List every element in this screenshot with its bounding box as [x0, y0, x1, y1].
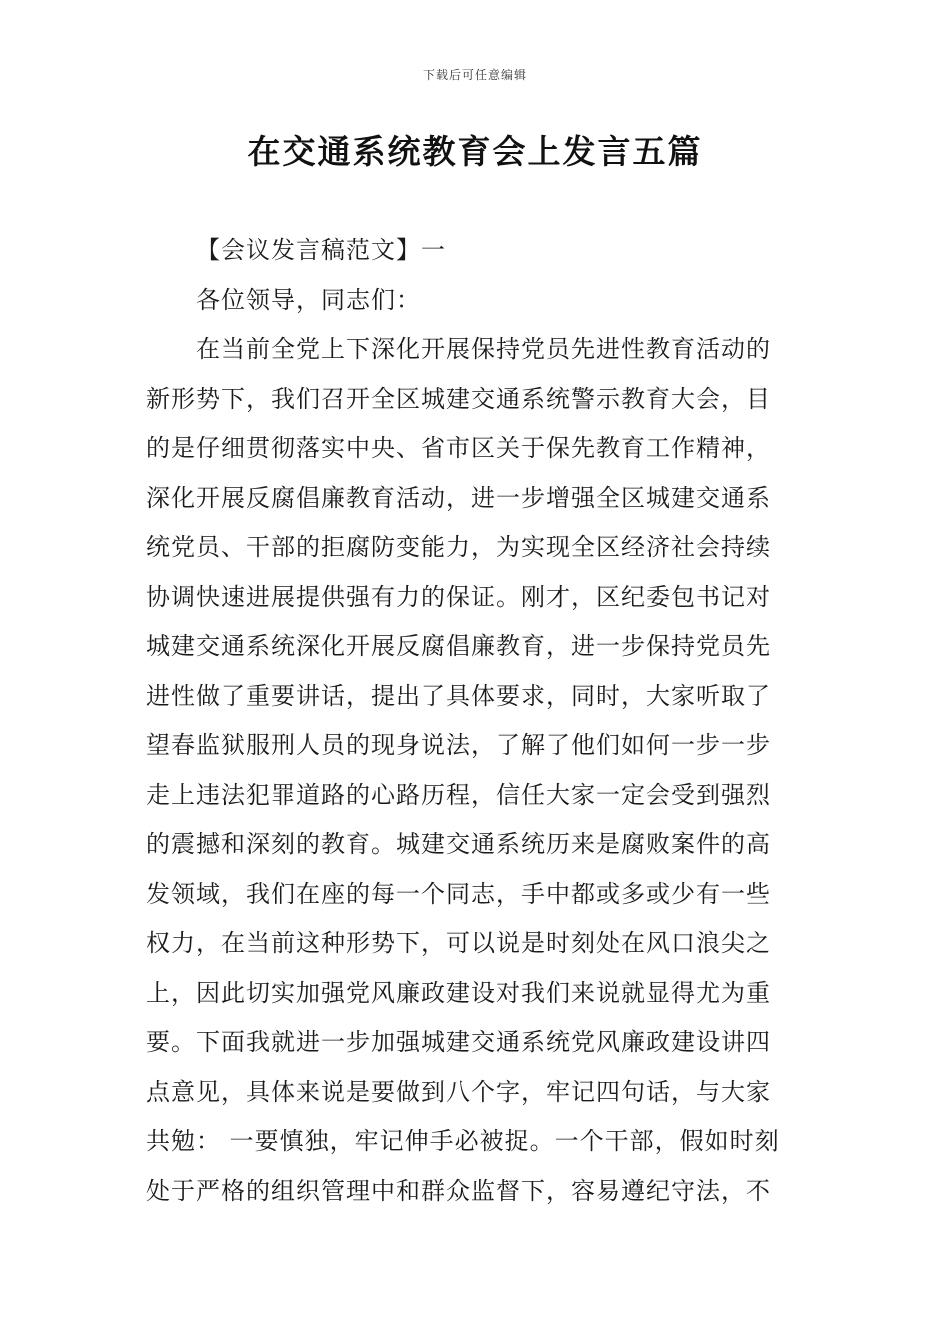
document-title: 在交通系统教育会上发言五篇	[247, 132, 703, 171]
paragraph-line: 进性做了重要讲话，提出了具体要求，同时，大家听取了	[146, 681, 771, 710]
paragraph-line: 的是仔细贯彻落实中央、省市区关于保先教育工作精神，	[146, 434, 771, 462]
salutation: 各位领导，同志们：	[196, 285, 421, 314]
paragraph-line: 走上违法犯罪道路的心路历程，信任大家一定会受到强烈	[146, 780, 771, 809]
paragraph-line: 发领域，我们在座的每一个同志，手中都或多或少有一些	[146, 879, 771, 908]
paragraph-line: 要。下面我就进一步加强城建交通系统党风廉政建设讲四	[146, 1028, 771, 1056]
paragraph-line: 望春监狱服刑人员的现身说法，了解了他们如何一步一步	[146, 731, 771, 759]
paragraph-line: 统党员、干部的拒腐防变能力，为实现全区经济社会持续	[146, 533, 771, 561]
paragraph-line: 在当前全党上下深化开展保持党员先进性教育活动的	[196, 335, 771, 363]
paragraph-line: 协调快速进展提供强有力的保证。刚才，区纪委包书记对	[146, 582, 771, 611]
section-heading: 【会议发言稿范文】一	[196, 236, 446, 264]
paragraph-line: 新形势下，我们召开全区城建交通系统警示教育大会，目	[146, 384, 771, 413]
paragraph-line: 深化开展反腐倡廉教育活动，进一步增强全区城建交通系	[146, 483, 771, 512]
header-note: 下载后可任意编辑	[422, 68, 527, 82]
document-body	[146, 226, 806, 1216]
paragraph-line: 点意见，具体来说是要做到八个字，牢记四句话，与大家	[146, 1077, 771, 1106]
paragraph-line: 共勉： 一要慎独，牢记伸手必被捉。一个干部，假如时刻	[146, 1127, 780, 1155]
paragraph-line: 的震撼和深刻的教育。城建交通系统历来是腐败案件的高	[146, 830, 771, 858]
paragraph-line: 上，因此切实加强党风廉政建设对我们来说就显得尤为重	[146, 978, 771, 1007]
paragraph-line: 城建交通系统深化开展反腐倡廉教育，进一步保持党员先	[146, 632, 771, 660]
paragraph-line: 处于严格的组织管理中和群众监督下，容易遵纪守法，不	[146, 1176, 771, 1205]
paragraph-line: 权力，在当前这种形势下，可以说是时刻处在风口浪尖之	[146, 929, 771, 957]
